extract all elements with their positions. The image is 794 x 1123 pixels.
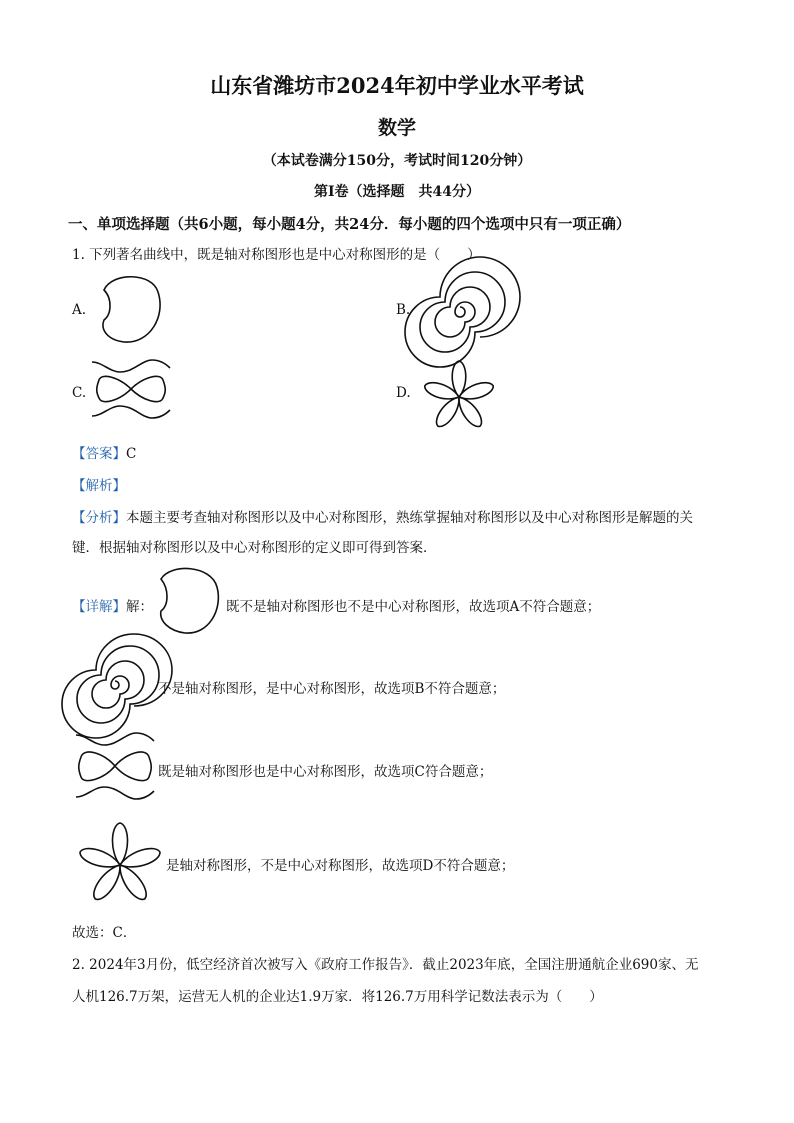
fenxi-text-2: 键．根据轴对称图形以及中心对称图形的定义即可得到答案． xyxy=(72,540,437,556)
five-petal-rose-icon xyxy=(414,355,504,435)
fenxi-text-1: 本题主要考查轴对称图形以及中心对称图形，熟练掌握轴对称图形以及中心对称图形是解题的关 xyxy=(126,510,693,526)
analysis-tag: 【解析】 xyxy=(72,478,126,494)
cardioid-icon xyxy=(90,270,170,350)
spiral-icon xyxy=(74,648,156,722)
detail-jie: 解： xyxy=(126,599,153,615)
option-a-label: A. xyxy=(72,302,87,318)
spiral-icon xyxy=(418,270,502,354)
subject-title: 数学 xyxy=(377,117,416,139)
detail-tag: 【详解】 xyxy=(72,599,126,615)
section-heading: 一、单项选择题（共6小题，每小题4分，共24分．每小题的四个选项中只有一项正确） xyxy=(68,216,631,233)
part-title: 第Ⅰ卷（选择题 共44分） xyxy=(313,184,481,200)
detail-c-text: 既是轴对称图形也是中心对称图形，故选项C符合题意； xyxy=(158,764,493,780)
detail-d-text: 是轴对称图形，不是中心对称图形，故选项D不符合题意； xyxy=(166,858,515,874)
lemniscate-wave-icon xyxy=(90,358,172,420)
detail-a-text: 既不是轴对称图形也不是中心对称图形，故选项A不符合题意； xyxy=(226,599,601,615)
detail-prefix xyxy=(72,595,153,615)
conclusion: 故选：C． xyxy=(72,925,137,941)
answer-value: C xyxy=(126,446,137,462)
cardioid-icon xyxy=(155,565,223,637)
question-2-line-1: 2. 2024年3月份，低空经济首次被写入《政府工作报告》．截止2023年底，全国注册通航企业690家、无 xyxy=(72,957,699,973)
five-petal-rose-icon xyxy=(70,815,166,907)
fenxi-line-1 xyxy=(72,506,693,526)
option-c-label: C. xyxy=(72,385,87,401)
exam-title: 山东省潍坊市2024年初中学业水平考试 xyxy=(210,73,584,98)
answer-tag: 【答案】 xyxy=(72,446,126,462)
option-b-label: B. xyxy=(396,302,411,318)
exam-note: （本试卷满分150分，考试时间120分钟） xyxy=(262,153,532,169)
detail-b-text: 不是轴对称图形，是中心对称图形，故选项B不符合题意； xyxy=(158,681,506,697)
question-1-stem: 1. 下列著名曲线中，既是轴对称图形也是中心对称图形的是（ ） xyxy=(72,247,481,263)
answer-line xyxy=(72,442,136,462)
question-2-line-2: 人机126.7万架，运营无人机的企业达1.9万家．将126.7万用科学记数法表示为（ ） xyxy=(72,989,603,1005)
option-d-label: D. xyxy=(396,385,411,401)
lemniscate-wave-icon xyxy=(74,731,156,801)
fenxi-tag: 【分析】 xyxy=(72,510,126,526)
